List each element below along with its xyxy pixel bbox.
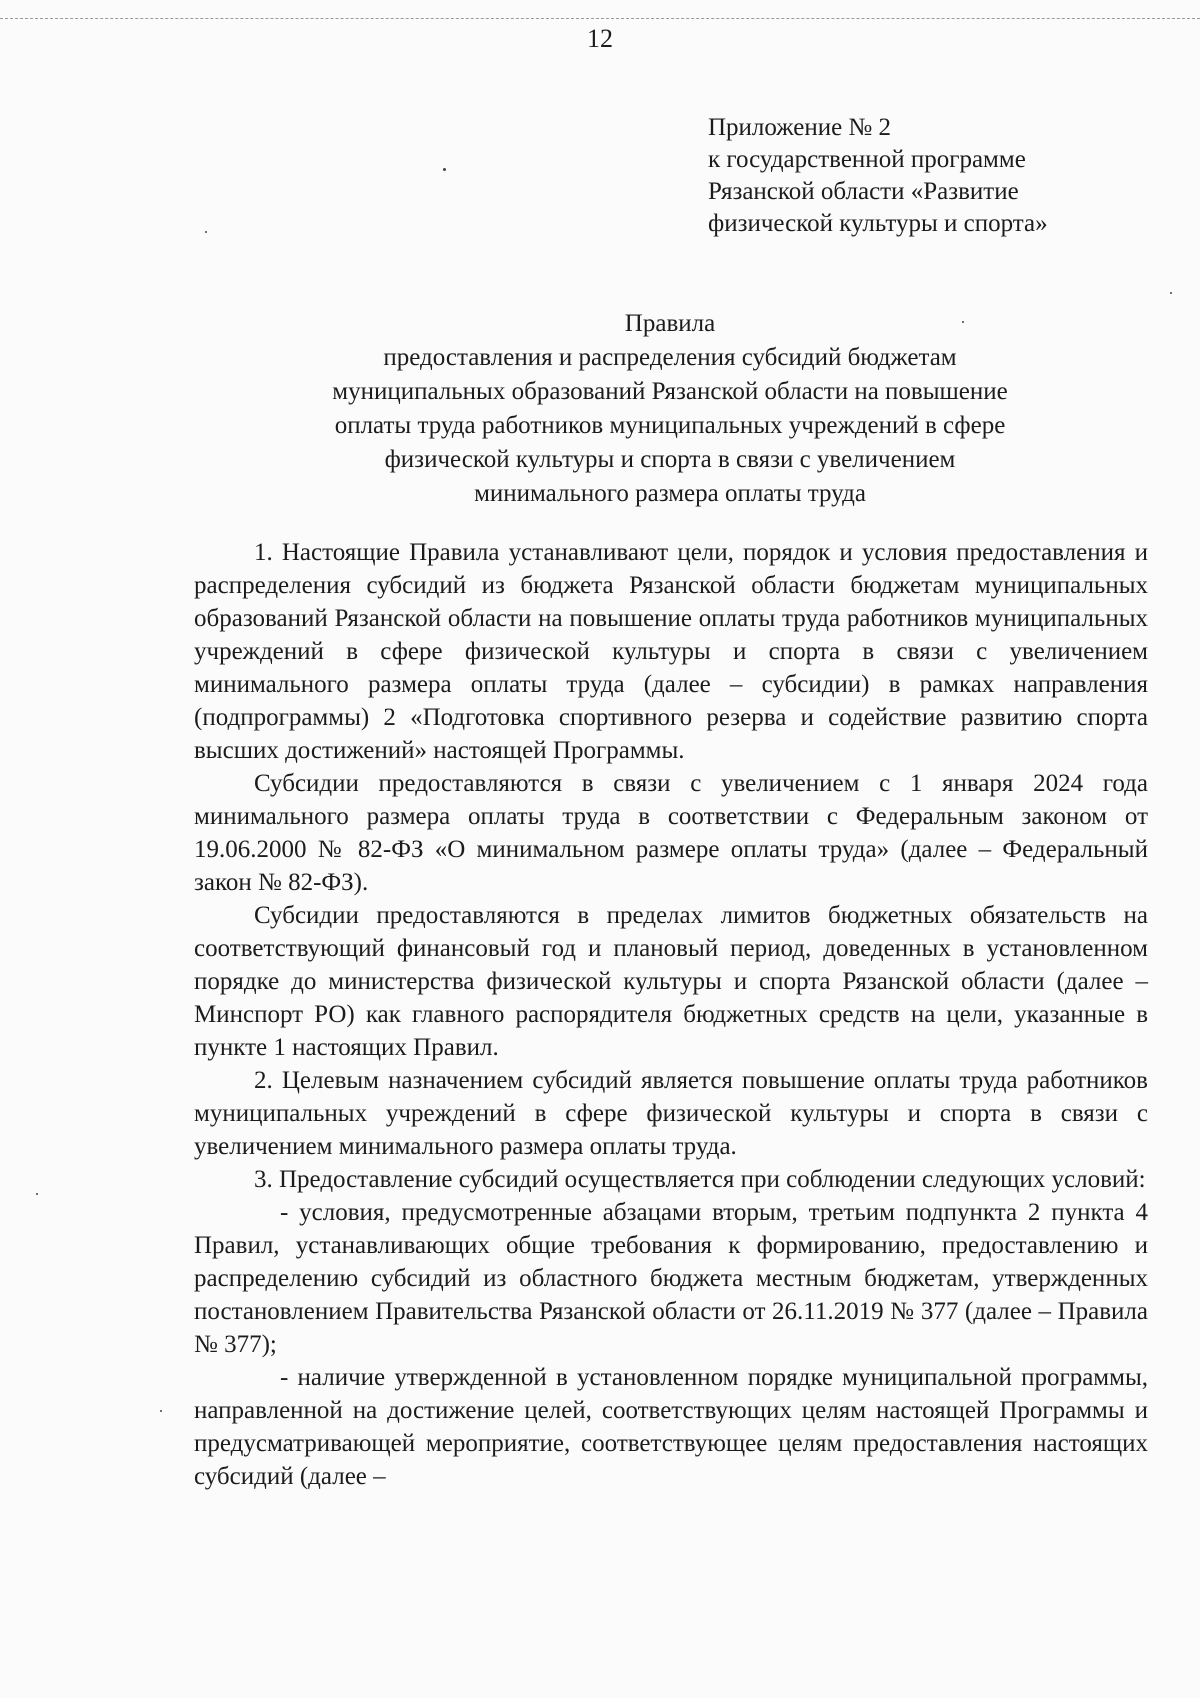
title-line: Правила: [624, 310, 716, 337]
appendix-note: [708, 112, 1048, 240]
document-body: [194, 536, 1148, 1493]
title-line: предоставления и распределения субсидий бюджетам: [383, 344, 957, 371]
scan-speck: [962, 321, 964, 323]
title-line: муниципальных образований Рязанской области на повышение: [332, 378, 1008, 405]
paragraph-3: Субсидии предоставляются в пределах лимитов бюджетных обязательств на соответствующий финансовый год и плановый период, доведенных в установленном порядке до министерства физической культуры и спорта Рязанской области (далее – Минспорт РО) как главного распорядителя бюджетных средств на цели, указанные в пункте 1 настоящих Правил.: [194, 902, 1148, 1061]
paragraph-1: 1. Настоящие Правила устанавливают цели, порядок и условия предоставления и распределения субсидий из бюджета Рязанской области бюджетам муниципальных образований Рязанской области на повышение оплаты труда работников муниципальных учреждений в сфере физической культуры и спорта в связи с увеличением минимального размера оплаты труда (далее – субсидии) в рамках направления (подпрограммы) 2 «Подготовка спортивного резерва и содействие развитию спорта высших достижений» настоящей Программы.: [194, 539, 1148, 764]
scan-speck: [443, 168, 446, 171]
paragraph-5: 3. Предоставление субсидий осуществляется при соблюдении следующих условий:: [254, 1166, 1146, 1193]
title-line: физической культуры и спорта в связи с увеличением: [384, 446, 956, 473]
title-line: минимального размера оплаты труда: [474, 480, 866, 507]
scan-speck: [205, 231, 207, 233]
scan-speck: [1170, 292, 1172, 294]
title-line: оплаты труда работников муниципальных учреждений в сфере: [334, 412, 1006, 439]
appendix-line: физической культуры и спорта»: [708, 210, 1048, 237]
scan-speck: [160, 1410, 162, 1412]
document-title: [180, 307, 1160, 511]
paragraph-7: - наличие утвержденной в установленном порядке муниципальной программы, направленной на достижение целей, соответствующих целям настоящей Программы и предусматривающей мероприятие, соответствующее целям предоставления настоящих субсидий (далее –: [194, 1364, 1148, 1490]
scan-speck: [36, 1193, 38, 1195]
appendix-line: к государственной программе: [708, 146, 1026, 173]
appendix-line: Приложение № 2: [708, 114, 892, 141]
paragraph-6: - условия, предусмотренные абзацами вторым, третьим подпункта 2 пункта 4 Правил, устанавливающих общие требования к формированию, предоставлению и распределению субсидий из областного бюджета местным бюджетам, утвержденных постановлением Правительства Рязанской области от 26.11.2019 № 377 (далее – Правила № 377);: [194, 1199, 1148, 1358]
scan-top-edge: [0, 18, 1200, 19]
paragraph-4: 2. Целевым назначением субсидий является повышение оплаты труда работников муниципальных учреждений в сфере физической культуры и спорта в связи с увеличением минимального размера оплаты труда.: [194, 1067, 1148, 1160]
appendix-line: Рязанской области «Развитие: [708, 178, 1019, 205]
paragraph-2: Субсидии предоставляются в связи с увеличением с 1 января 2024 года минимального размера оплаты труда в соответствии с Федеральным законом от 19.06.2000 № 82-ФЗ «О минимальном размере оплаты труда» (далее – Федеральный закон № 82-ФЗ).: [194, 770, 1148, 896]
page-number: 12: [587, 24, 613, 53]
